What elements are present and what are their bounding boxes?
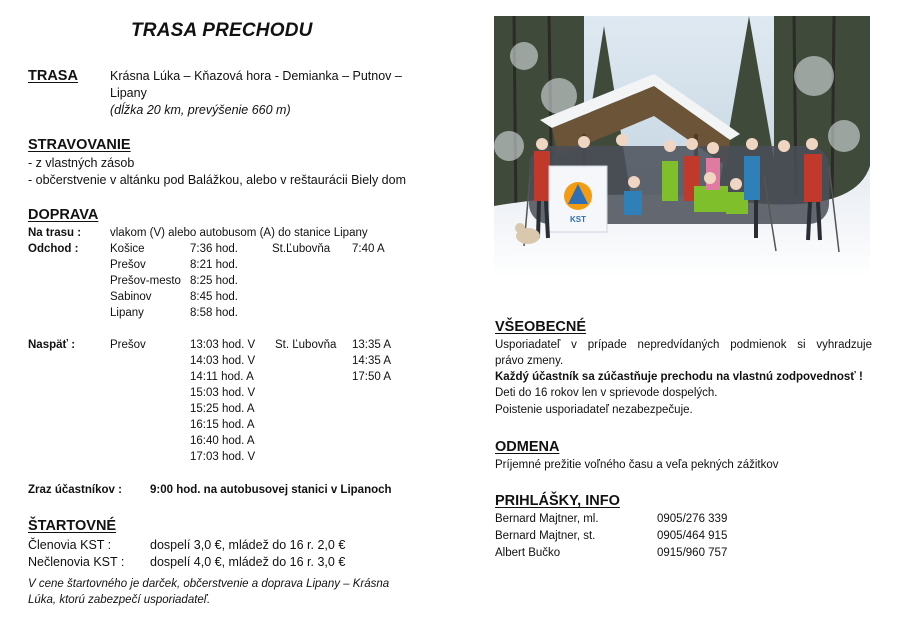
naspat-label: Naspäť : xyxy=(28,339,76,351)
general-text: Poistenie usporiadateľ nezabezpečuje. xyxy=(495,404,693,416)
na-trasu-label: Na trasu : xyxy=(28,227,82,239)
food-item: - z vlastných zásob xyxy=(28,156,135,170)
naspat-time: 13:03 hod. V xyxy=(190,339,256,351)
odchod-time: 8:45 hod. xyxy=(190,291,238,303)
fee-label: Členovia KST : xyxy=(28,538,112,552)
general-text: právo zmeny. xyxy=(495,355,564,367)
contact-phone: 0905/464 915 xyxy=(657,530,728,542)
na-trasu-text: vlakom (V) alebo autobusom (A) do stanice Lipany xyxy=(110,227,368,239)
odchod-time: 8:25 hod. xyxy=(190,275,238,287)
naspat-time: 16:40 hod. A xyxy=(190,435,255,447)
naspat-time: 16:15 hod. A xyxy=(190,419,255,431)
odchod-time: 8:58 hod. xyxy=(190,307,238,319)
naspat-time: 14:03 hod. V xyxy=(190,355,256,367)
section-heading-doprava: DOPRAVA xyxy=(28,207,99,223)
naspat-time: 14:11 hod. A xyxy=(190,371,254,383)
general-text: Usporiadateľ v prípade nepredvídaných podmienok si vyhradzuje xyxy=(495,339,872,351)
odchod-place: Lipany xyxy=(110,307,144,319)
odchod-place: Prešov-mesto xyxy=(110,275,181,287)
banner-label: KST xyxy=(570,215,586,224)
food-item: - občerstvenie v altánku pod Balážkou, alebo v reštaurácii Biely dom xyxy=(28,173,406,187)
general-warning: Každý účastník sa zúčastňuje prechodu na vlastnú zodpovednosť ! xyxy=(495,371,863,383)
odchod-place: Sabinov xyxy=(110,291,152,303)
zraz-text: 9:00 hod. na autobusovej stanici v Lipanoch xyxy=(150,484,392,496)
fee-value: dospelí 3,0 €, mládež do 16 r. 2,0 € xyxy=(150,538,346,552)
route-line-2: Lipany xyxy=(110,86,147,100)
contact-phone: 0915/960 757 xyxy=(657,547,728,559)
route-length: (dĺžka 20 km, prevýšenie 660 m) xyxy=(110,103,291,117)
contact-name: Bernard Majtner, st. xyxy=(495,530,596,542)
section-heading-prihlasky: PRIHLÁŠKY, INFO xyxy=(495,493,620,509)
fee-note: Lúka, ktorú zabezpečí usporiadateľ. xyxy=(28,594,211,606)
naspat-time: 15:03 hod. V xyxy=(190,387,256,399)
fee-label: Nečlenovia KST : xyxy=(28,555,125,569)
group-photo xyxy=(494,16,870,278)
odchod-label: Odchod : xyxy=(28,243,79,255)
odchod-time: 7:36 hod. xyxy=(190,243,238,255)
odchod-place: Košice xyxy=(110,243,145,255)
odchod-place: Prešov xyxy=(110,259,146,271)
naspat-time: 15:25 hod. A xyxy=(190,403,255,415)
odchod-time: 8:21 hod. xyxy=(190,259,238,271)
naspat-alt-place: St. Ľubovňa xyxy=(275,339,337,351)
general-text: Deti do 16 rokov len v sprievode dospelých. xyxy=(495,387,718,399)
section-heading-stravovanie: STRAVOVANIE xyxy=(28,137,131,153)
section-heading-startovne: ŠTARTOVNÉ xyxy=(28,518,117,534)
zraz-label: Zraz účastníkov : xyxy=(28,484,122,496)
naspat-alt-time: 13:35 A xyxy=(352,339,392,351)
fee-value: dospelí 4,0 €, mládež do 16 r. 3,0 € xyxy=(150,555,346,569)
page-title: TRASA PRECHODU xyxy=(131,20,313,41)
naspat-alt-time: 17:50 A xyxy=(352,371,392,383)
odchod-alt-time: 7:40 A xyxy=(352,243,385,255)
naspat-time: 17:03 hod. V xyxy=(190,451,256,463)
fee-note: V cene štartovného je darček, občerstvenie a doprava Lipany – Krásna xyxy=(28,578,390,590)
section-heading-trasa: TRASA xyxy=(28,68,78,84)
naspat-alt-time: 14:35 A xyxy=(352,355,392,367)
contact-name: Bernard Majtner, ml. xyxy=(495,513,599,525)
section-heading-vseobecne: VŠEOBECNÉ xyxy=(495,319,587,335)
odchod-alt-place: St.Ľubovňa xyxy=(272,243,331,255)
section-heading-odmena: ODMENA xyxy=(495,439,560,455)
naspat-place: Prešov xyxy=(110,339,146,351)
contact-phone: 0905/276 339 xyxy=(657,513,728,525)
contact-name: Albert Bučko xyxy=(495,547,561,559)
route-line-1: Krásna Lúka – Kňazová hora - Demianka – Putnov – xyxy=(110,69,402,83)
reward-text: Príjemné prežitie voľného času a veľa pekných zážitkov xyxy=(495,459,779,471)
